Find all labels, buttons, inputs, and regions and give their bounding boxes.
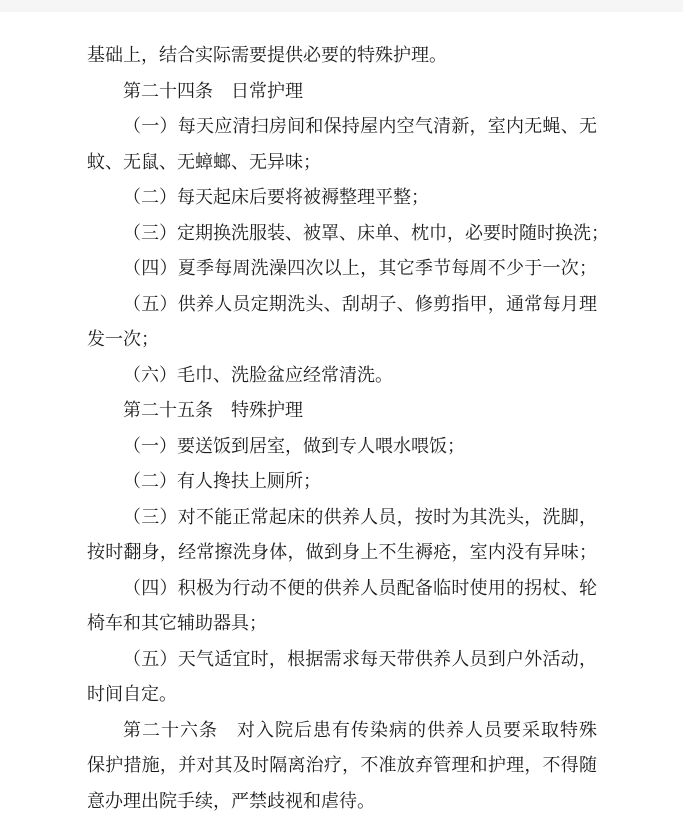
text-line-16: （四）积极为行动不便的供养人员配备临时使用的拐杖、轮 [87,571,597,607]
article-26-text: 第二十六条 对入院后患有传染病的供养人员要采取特殊 [87,713,597,749]
article-24-heading: 第二十四条 日常护理 [87,74,597,110]
text-line-12: （一）要送饭到居室，做到专人喂水喂饭； [87,429,597,465]
text-line-19: 时间自定。 [87,677,597,713]
text-line-3: （一）每天应清扫房间和保持屋内空气清新，室内无蝇、无 [87,109,597,145]
text-line-15: 按时翻身，经常擦洗身体，做到身上不生褥疮，室内没有异味； [87,535,597,571]
text-line-9: 发一次； [87,322,597,358]
text-line-17: 椅车和其它辅助器具； [87,606,597,642]
text-line-18: （五）天气适宜时，根据需求每天带供养人员到户外活动， [87,642,597,678]
text-line-14: （三）对不能正常起床的供养人员，按时为其洗头，洗脚， [87,500,597,536]
text-line-8: （五）供养人员定期洗头、刮胡子、修剪指甲，通常每月理 [87,287,597,323]
page-top-border [0,0,683,12]
text-line-4: 蚊、无鼠、无蟑螂、无异味； [87,145,597,181]
text-line-21: 保护措施，并对其及时隔离治疗，不准放弃管理和护理，不得随 [87,748,597,784]
text-line-6: （三）定期换洗服装、被罩、床单、枕巾，必要时随时换洗； [87,216,597,252]
document-body [87,38,597,819]
text-line-1: 基础上，结合实际需要提供必要的特殊护理。 [87,38,597,74]
text-line-10: （六）毛巾、洗脸盆应经常清洗。 [87,358,597,394]
article-25-heading: 第二十五条 特殊护理 [87,393,597,429]
text-line-5: （二）每天起床后要将被褥整理平整； [87,180,597,216]
text-line-13: （二）有人搀扶上厕所； [87,464,597,500]
text-line-22: 意办理出院手续，严禁歧视和虐待。 [87,784,597,819]
text-line-7: （四）夏季每周洗澡四次以上，其它季节每周不少于一次； [87,251,597,287]
